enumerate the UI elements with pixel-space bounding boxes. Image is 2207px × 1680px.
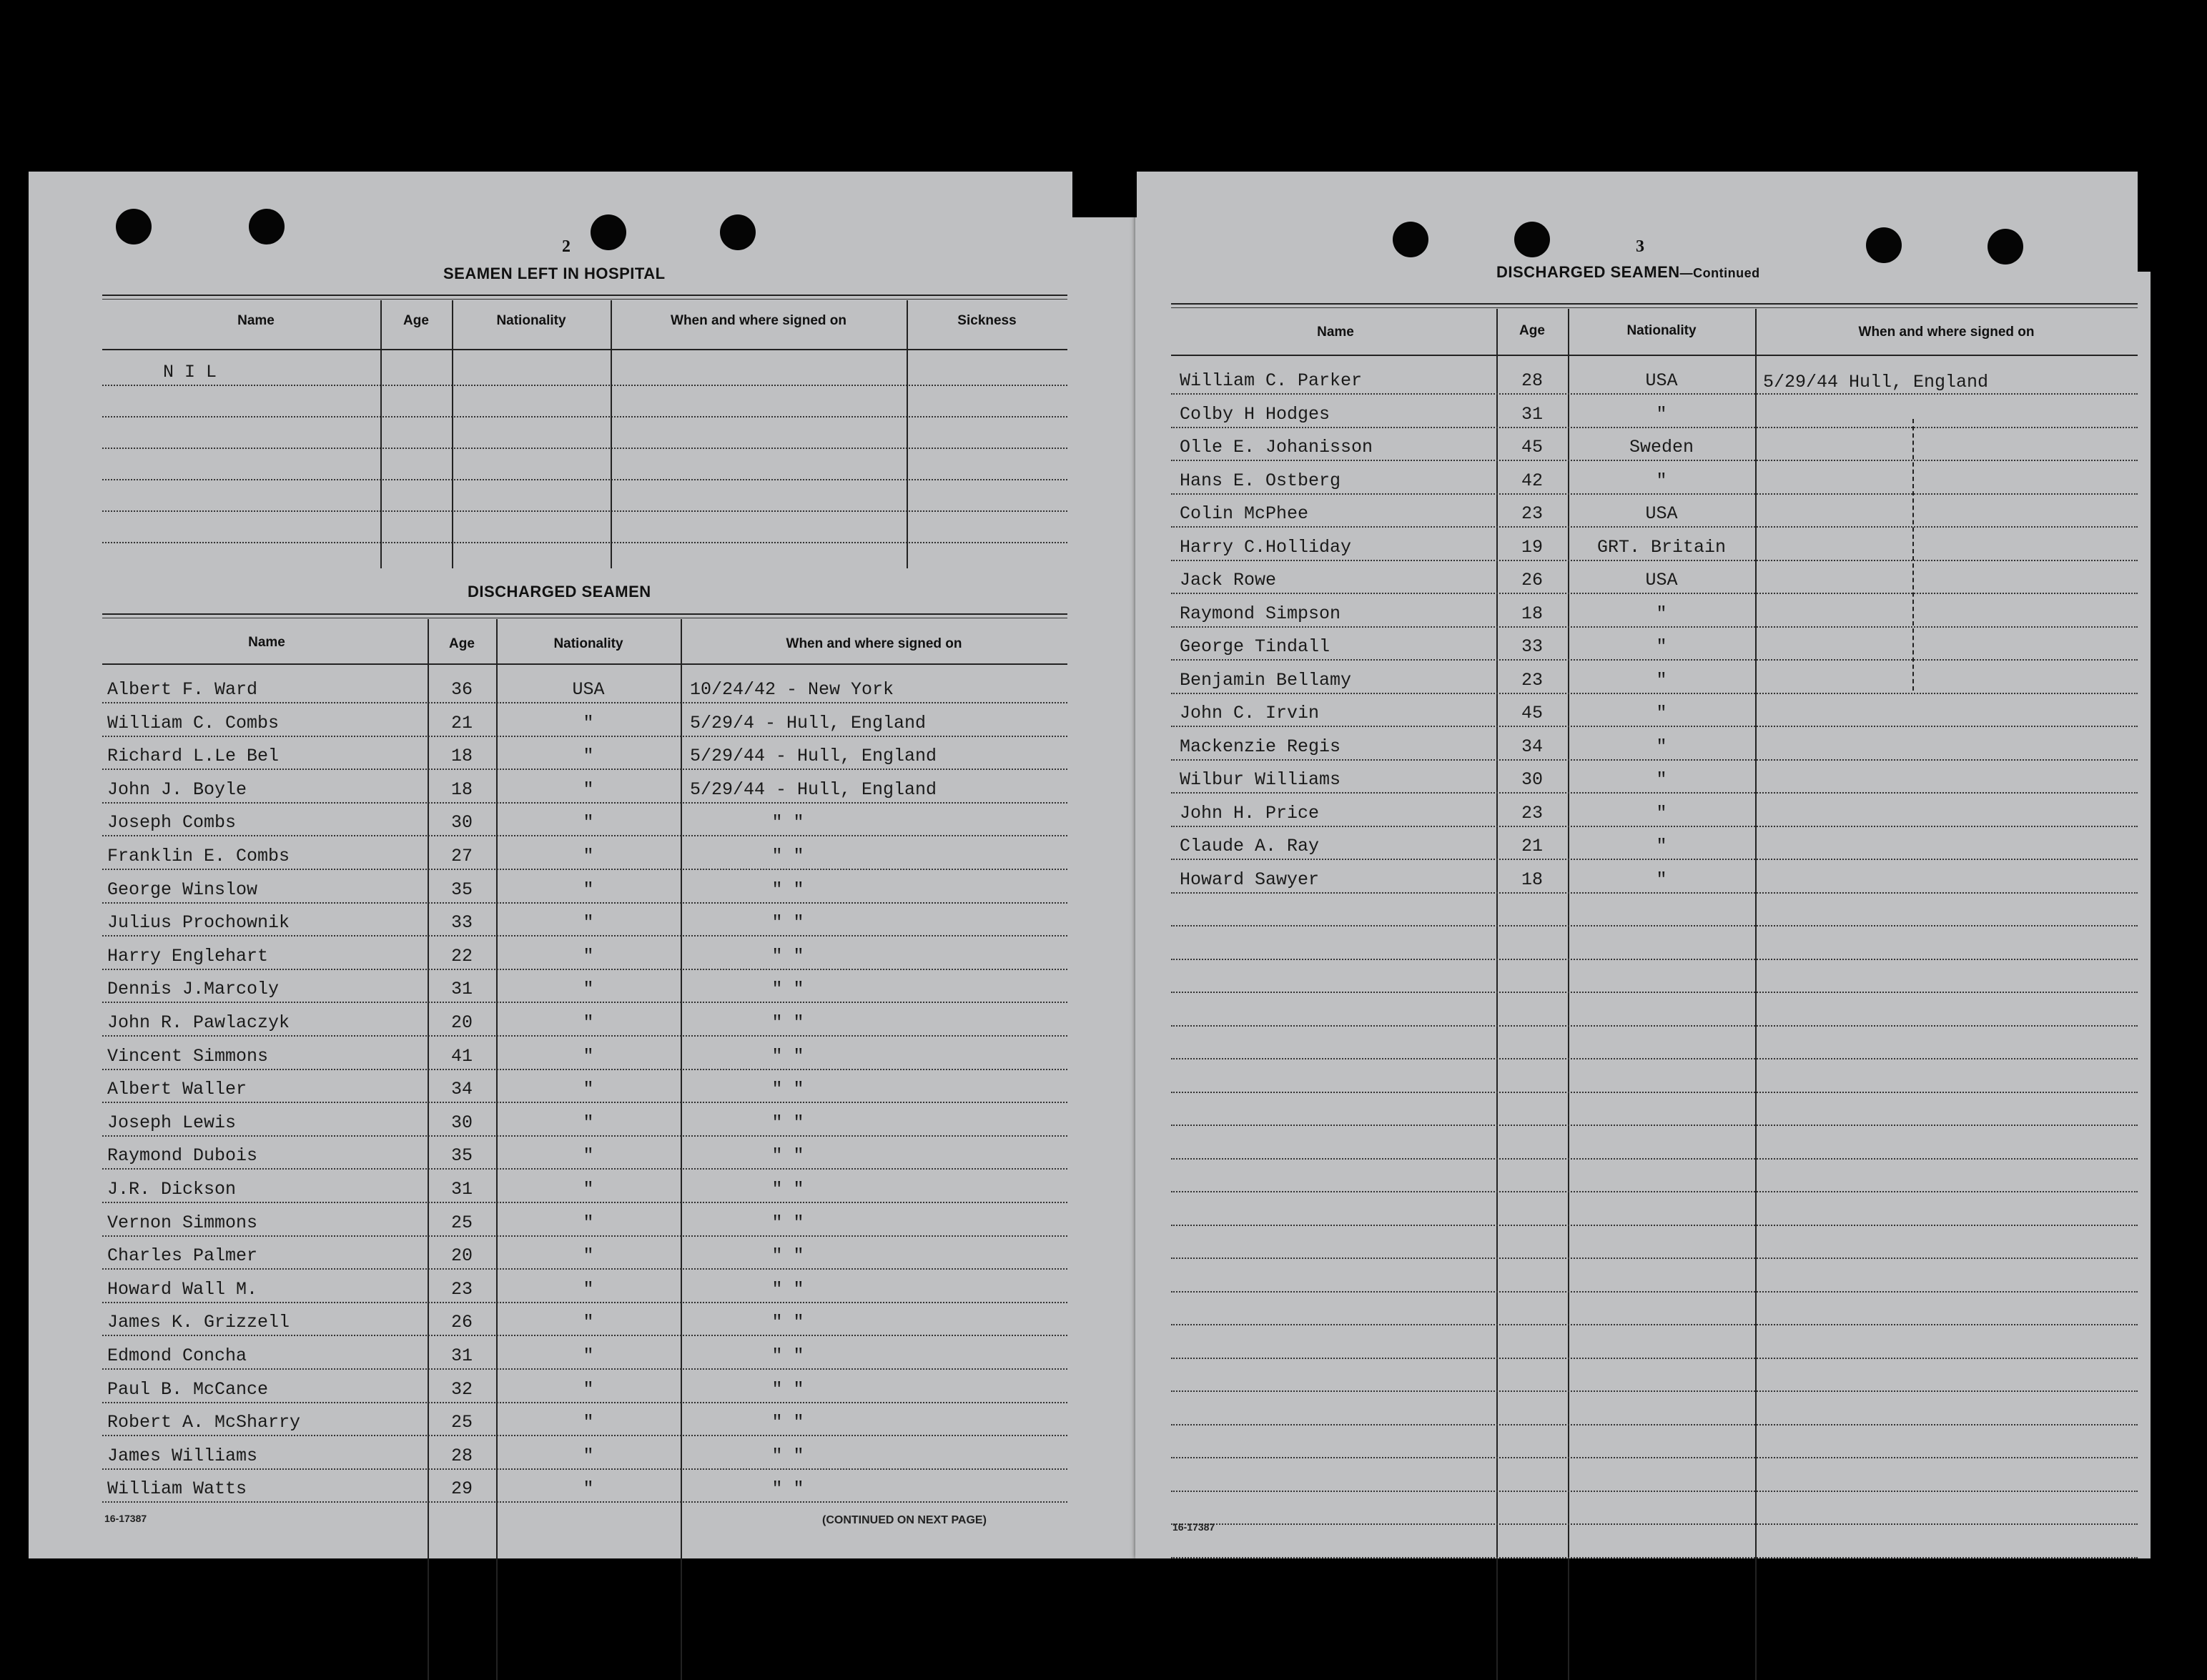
seaman-nationality: " — [583, 1446, 594, 1466]
signed-on: " " — [771, 1079, 804, 1100]
form-number: 16-17387 — [1172, 1521, 1215, 1533]
page-number: 3 — [1636, 237, 1644, 256]
seaman-age: 31 — [1521, 404, 1543, 425]
column-header: Name — [237, 313, 275, 328]
row-rule — [102, 802, 1067, 804]
row-rule — [1171, 393, 2138, 395]
row-rule — [1171, 759, 2138, 761]
row-rule — [1171, 526, 2138, 528]
signed-on: " " — [771, 1245, 804, 1266]
seaman-age: 18 — [1521, 869, 1543, 890]
seaman-name: Olle E. Johanisson — [1180, 437, 1373, 458]
signed-on: " " — [771, 1345, 804, 1366]
seaman-nationality: " — [583, 812, 594, 833]
heading-text: DISCHARGED SEAMEN — [1496, 263, 1680, 281]
row-rule — [102, 1302, 1067, 1303]
seaman-name: Harry Englehart — [107, 946, 269, 967]
seaman-nationality: " — [583, 1145, 594, 1166]
row-rule — [102, 736, 1067, 737]
seaman-age: 18 — [450, 746, 473, 766]
row-rule — [102, 1202, 1067, 1203]
row-rule — [102, 1368, 1067, 1370]
seaman-nationality: " — [1656, 404, 1667, 425]
seaman-age: 35 — [450, 1145, 473, 1166]
seaman-name: William Watts — [107, 1478, 247, 1499]
seaman-age: 42 — [1521, 470, 1543, 491]
row-rule — [1171, 560, 2138, 561]
row-rule — [1171, 792, 2138, 794]
punch-hole — [249, 209, 285, 244]
column-header: Sickness — [957, 313, 1017, 328]
seaman-nationality: " — [1656, 736, 1667, 757]
row-rule — [1171, 826, 2138, 827]
seaman-name: Vincent Simmons — [107, 1046, 269, 1067]
seaman-nationality: " — [583, 946, 594, 967]
seaman-age: 30 — [450, 812, 473, 833]
row-rule — [1171, 1358, 2138, 1359]
seaman-nationality: " — [1656, 769, 1667, 790]
seaman-age: 19 — [1521, 537, 1543, 558]
seaman-nationality: Sweden — [1629, 437, 1694, 458]
seaman-age: 23 — [1521, 503, 1543, 524]
hospital-heading: SEAMEN LEFT IN HOSPITAL — [443, 265, 666, 282]
row-rule — [1171, 992, 2138, 993]
signed-on: " " — [771, 1046, 804, 1067]
row-rule — [1171, 1191, 2138, 1192]
discharged-continued-heading — [1496, 263, 1760, 282]
left-page — [29, 172, 1144, 1558]
seaman-age: 20 — [450, 1245, 473, 1266]
heading-suffix: —Continued — [1679, 266, 1760, 280]
punch-hole — [116, 209, 152, 244]
row-rule — [102, 1035, 1067, 1037]
row-rule — [102, 969, 1067, 970]
seaman-nationality: " — [583, 979, 594, 999]
seaman-age: 31 — [450, 1345, 473, 1366]
row-rule — [1171, 659, 2138, 661]
seaman-nationality: " — [583, 1345, 594, 1366]
row-rule — [102, 1135, 1067, 1137]
row-rule — [1171, 1324, 2138, 1325]
seaman-age: 26 — [450, 1312, 473, 1333]
row-rule — [102, 1468, 1067, 1470]
row-rule — [102, 1102, 1067, 1103]
hospital-entry: N I L — [163, 362, 217, 382]
continued-note: (CONTINUED ON NEXT PAGE) — [822, 1514, 987, 1526]
seaman-name: Joseph Combs — [107, 812, 237, 833]
row-rule — [1171, 1125, 2138, 1126]
seaman-name: John R. Pawlaczyk — [107, 1012, 290, 1033]
seaman-nationality: " — [583, 879, 594, 900]
row-rule — [1171, 593, 2138, 594]
seaman-nationality: " — [1656, 869, 1667, 890]
column-header: Name — [248, 635, 285, 650]
seaman-name: Robert A. McSharry — [107, 1412, 301, 1433]
signed-on: " " — [771, 1112, 804, 1133]
signed-on: 10/24/42 - New York — [690, 679, 894, 700]
seaman-nationality: " — [1656, 803, 1667, 824]
signed-on: " " — [771, 846, 804, 866]
seaman-name: Franklin E. Combs — [107, 846, 290, 866]
seaman-name: James K. Grizzell — [107, 1312, 290, 1333]
seaman-age: 35 — [450, 879, 473, 900]
seaman-name: John C. Irvin — [1180, 703, 1320, 723]
row-rule — [1171, 626, 2138, 628]
seaman-nationality: USA — [572, 679, 605, 700]
row-rule — [102, 1168, 1067, 1170]
row-rule — [102, 1235, 1067, 1237]
seaman-nationality: USA — [1645, 570, 1678, 591]
seaman-name: Raymond Dubois — [107, 1145, 258, 1166]
seaman-name: Paul B. McCance — [107, 1379, 269, 1400]
seaman-name: Richard L.Le Bel — [107, 746, 280, 766]
row-rule — [1171, 959, 2138, 960]
seaman-age: 21 — [450, 713, 473, 733]
row-rule — [1171, 1390, 2138, 1392]
signed-on: " " — [771, 1412, 804, 1433]
seaman-nationality: " — [583, 1478, 594, 1499]
row-rule — [1171, 726, 2138, 727]
column-header: Nationality — [553, 636, 623, 651]
seaman-age: 29 — [450, 1478, 473, 1499]
seaman-name: Harry C.Holliday — [1180, 537, 1352, 558]
seaman-age: 22 — [450, 946, 473, 967]
seaman-name: John H. Price — [1180, 803, 1320, 824]
signed-on: " " — [771, 912, 804, 933]
punch-hole — [591, 214, 626, 250]
row-rule — [102, 935, 1067, 937]
row-rule — [102, 1335, 1067, 1336]
seaman-age: 33 — [1521, 636, 1543, 657]
form-number: 16-17387 — [104, 1513, 147, 1524]
row-rule — [1171, 427, 2138, 428]
row-rule — [1171, 1424, 2138, 1425]
seaman-age: 18 — [1521, 603, 1543, 624]
column-header: Age — [1519, 323, 1545, 338]
right-page — [1135, 172, 2151, 1558]
row-rule — [102, 702, 1067, 703]
seaman-name: Howard Sawyer — [1180, 869, 1320, 890]
signed-on: " " — [771, 1279, 804, 1300]
seaman-age: 25 — [450, 1412, 473, 1433]
row-rule — [1171, 693, 2138, 694]
seaman-age: 36 — [450, 679, 473, 700]
column-header: Nationality — [496, 313, 566, 328]
seaman-name: Mackenzie Regis — [1180, 736, 1341, 757]
seaman-nationality: " — [583, 912, 594, 933]
seaman-nationality: " — [1656, 703, 1667, 723]
seaman-name: Raymond Simpson — [1180, 603, 1341, 624]
seaman-name: James Williams — [107, 1446, 258, 1466]
column-header: Age — [403, 313, 429, 328]
seaman-nationality: " — [583, 1112, 594, 1133]
torn-corner — [1072, 172, 1137, 217]
seaman-age: 28 — [450, 1446, 473, 1466]
column-header: Age — [449, 636, 475, 651]
row-rule — [1171, 493, 2138, 495]
seaman-name: George Winslow — [107, 879, 258, 900]
signed-on: " " — [771, 879, 804, 900]
signed-on: 5/29/44 - Hull, England — [690, 779, 937, 800]
seaman-nationality: " — [583, 713, 594, 733]
row-rule — [102, 1268, 1067, 1270]
seaman-name: Colby H Hodges — [1180, 404, 1330, 425]
signed-on: " " — [771, 1379, 804, 1400]
seaman-nationality: " — [1656, 636, 1667, 657]
row-rule — [102, 1501, 1067, 1503]
page-number: 2 — [562, 237, 571, 256]
discharged-heading: DISCHARGED SEAMEN — [468, 583, 651, 601]
punch-hole — [1866, 227, 1902, 263]
seaman-name: Albert F. Ward — [107, 679, 258, 700]
signed-on: " " — [771, 1012, 804, 1033]
punch-hole — [720, 214, 756, 250]
signed-on: " " — [771, 1212, 804, 1233]
seaman-age: 45 — [1521, 703, 1543, 723]
seaman-age: 30 — [1521, 769, 1543, 790]
row-rule — [1171, 1058, 2138, 1059]
seaman-age: 34 — [1521, 736, 1543, 757]
seaman-name: William C. Parker — [1180, 370, 1363, 391]
seaman-nationality: " — [583, 1012, 594, 1033]
seaman-age: 23 — [1521, 670, 1543, 691]
seaman-age: 45 — [1521, 437, 1543, 458]
column-header: Name — [1317, 325, 1354, 340]
seaman-name: Colin McPhee — [1180, 503, 1309, 524]
signed-on: " " — [771, 946, 804, 967]
seaman-name: Vernon Simmons — [107, 1212, 258, 1233]
signed-on: " " — [771, 812, 804, 833]
row-rule — [102, 902, 1067, 904]
seaman-age: 26 — [1521, 570, 1543, 591]
seaman-name: Dennis J.Marcoly — [107, 979, 280, 999]
seaman-nationality: GRT. Britain — [1596, 537, 1727, 558]
seaman-nationality: USA — [1645, 370, 1678, 391]
seaman-name: Joseph Lewis — [107, 1112, 237, 1133]
row-rule — [1171, 859, 2138, 860]
seaman-nationality: " — [583, 779, 594, 800]
seaman-nationality: USA — [1645, 503, 1678, 524]
seaman-age: 41 — [450, 1046, 473, 1067]
seaman-age: 23 — [1521, 803, 1543, 824]
signed-on: " " — [771, 979, 804, 999]
seaman-name: Benjamin Bellamy — [1180, 670, 1352, 691]
seaman-nationality: " — [583, 1412, 594, 1433]
row-rule — [1171, 1225, 2138, 1226]
signed-on: " " — [771, 1446, 804, 1466]
column-header: When and where signed on — [786, 636, 962, 651]
seaman-age: 20 — [450, 1012, 473, 1033]
signed-on: 5/29/4 - Hull, England — [690, 713, 927, 733]
row-rule — [102, 1402, 1067, 1403]
signed-on: " " — [771, 1312, 804, 1333]
seaman-age: 18 — [450, 779, 473, 800]
punch-hole — [1514, 222, 1550, 257]
seaman-name: Edmond Concha — [107, 1345, 247, 1366]
seaman-nationality: " — [583, 1046, 594, 1067]
row-rule — [1171, 1557, 2138, 1558]
seaman-name: Albert Waller — [107, 1079, 247, 1100]
row-rule — [1171, 1158, 2138, 1160]
seaman-nationality: " — [583, 846, 594, 866]
punch-hole — [1393, 222, 1428, 257]
seaman-nationality: " — [583, 746, 594, 766]
seaman-age: 28 — [1521, 370, 1543, 391]
torn-corner — [2138, 172, 2207, 272]
seaman-nationality: " — [583, 1279, 594, 1300]
seaman-age: 21 — [1521, 836, 1543, 856]
row-rule — [1171, 1025, 2138, 1027]
signed-on: " " — [771, 1478, 804, 1499]
row-rule — [1171, 1257, 2138, 1259]
seaman-age: 32 — [450, 1379, 473, 1400]
seaman-name: Wilbur Williams — [1180, 769, 1341, 790]
row-rule — [102, 835, 1067, 836]
seaman-age: 23 — [450, 1279, 473, 1300]
seaman-nationality: " — [583, 1245, 594, 1266]
row-rule — [1171, 460, 2138, 461]
punch-hole — [1988, 229, 2023, 265]
seaman-age: 31 — [450, 979, 473, 999]
row-rule — [1171, 925, 2138, 927]
row-rule — [1171, 1491, 2138, 1492]
row-rule — [102, 1435, 1067, 1436]
column-header: Nationality — [1626, 323, 1697, 338]
seaman-age: 34 — [450, 1079, 473, 1100]
signed-on: 5/29/44 - Hull, England — [690, 746, 937, 766]
row-rule — [1171, 1291, 2138, 1293]
seaman-nationality: " — [1656, 470, 1667, 491]
row-rule — [1171, 1523, 2138, 1525]
row-rule — [1171, 1092, 2138, 1093]
seaman-name: Claude A. Ray — [1180, 836, 1320, 856]
seaman-age: 33 — [450, 912, 473, 933]
seaman-age: 30 — [450, 1112, 473, 1133]
row-rule — [102, 1069, 1067, 1070]
row-rule — [102, 769, 1067, 770]
seaman-nationality: " — [1656, 670, 1667, 691]
row-rule — [1171, 1457, 2138, 1458]
seaman-name: John J. Boyle — [107, 779, 247, 800]
column-header: When and where signed on — [671, 313, 846, 328]
seaman-nationality: " — [1656, 836, 1667, 856]
seaman-nationality: " — [583, 1312, 594, 1333]
seaman-nationality: " — [583, 1179, 594, 1200]
seaman-nationality: " — [1656, 603, 1667, 624]
seaman-name: William C. Combs — [107, 713, 280, 733]
seaman-name: Julius Prochownik — [107, 912, 290, 933]
row-rule — [102, 869, 1067, 870]
first-when-where: 5/29/44 Hull, England — [1763, 372, 1989, 392]
seaman-age: 27 — [450, 846, 473, 866]
seaman-age: 25 — [450, 1212, 473, 1233]
seaman-nationality: " — [583, 1079, 594, 1100]
seaman-nationality: " — [583, 1379, 594, 1400]
row-rule — [1171, 892, 2138, 894]
row-rule — [102, 1002, 1067, 1003]
signed-on: " " — [771, 1179, 804, 1200]
seaman-name: Howard Wall M. — [107, 1279, 258, 1300]
seaman-name: Hans E. Ostberg — [1180, 470, 1341, 491]
seaman-name: Charles Palmer — [107, 1245, 258, 1266]
seaman-name: J.R. Dickson — [107, 1179, 237, 1200]
seaman-name: Jack Rowe — [1180, 570, 1277, 591]
seaman-nationality: " — [583, 1212, 594, 1233]
seaman-name: George Tindall — [1180, 636, 1330, 657]
signed-on: " " — [771, 1145, 804, 1166]
column-header: When and where signed on — [1858, 325, 2035, 340]
seaman-age: 31 — [450, 1179, 473, 1200]
